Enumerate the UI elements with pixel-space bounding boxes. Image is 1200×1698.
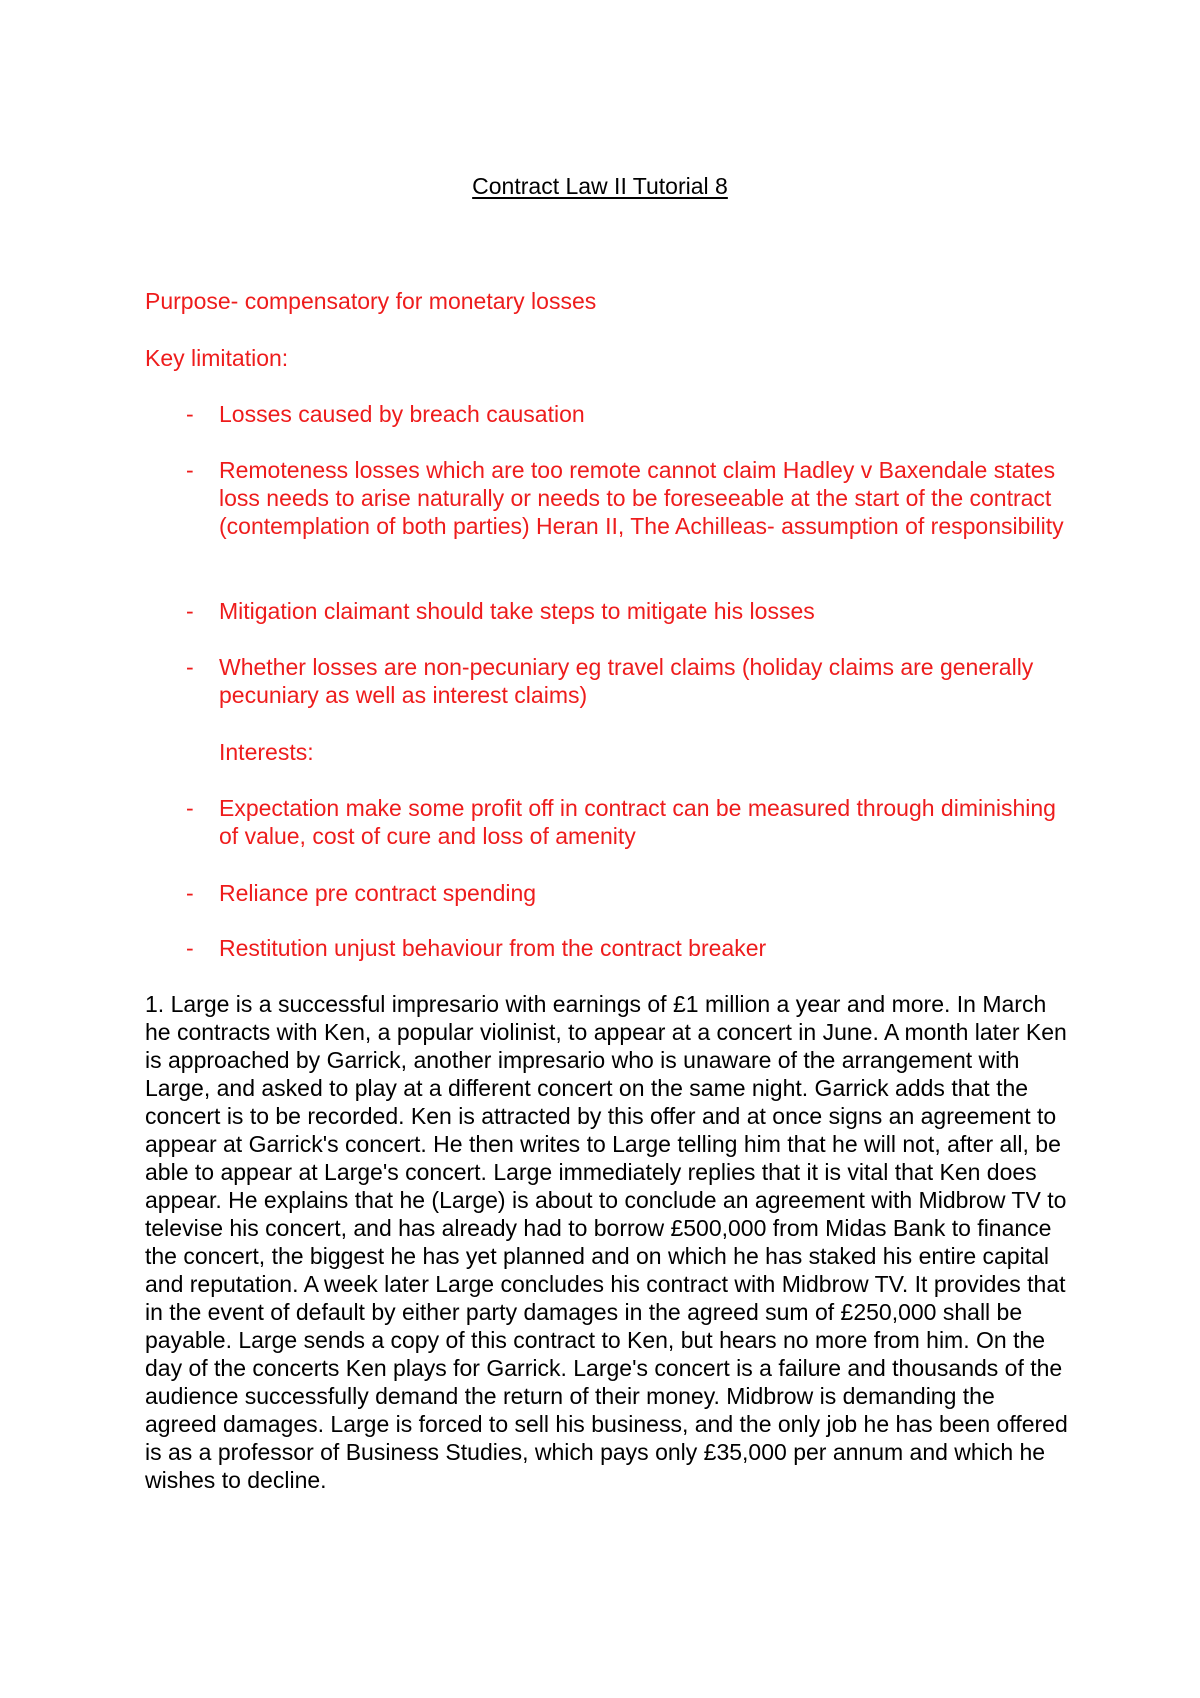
interests-heading: Interests: bbox=[219, 739, 314, 765]
bullet-dash: - bbox=[186, 598, 194, 624]
bullet-dash: - bbox=[186, 935, 194, 961]
bullet-dash: - bbox=[186, 654, 194, 680]
limitation-text: Losses caused by breach causation bbox=[219, 401, 585, 427]
limitation-text: Remoteness losses which are too remote cannot claim Hadley v Baxendale states loss needs to arise naturally or needs to be foreseeable at the start of the contract (contemplation of both parties) Heran II, The Achilleas- assumption of responsibility bbox=[219, 457, 1064, 539]
bullet-dash: - bbox=[186, 795, 194, 821]
interest-text: Restitution unjust behaviour from the contract breaker bbox=[219, 935, 767, 961]
bullet-dash: - bbox=[186, 880, 194, 906]
interest-text: Reliance pre contract spending bbox=[219, 880, 537, 906]
bullet-dash: - bbox=[186, 457, 194, 483]
question-1-paragraph: 1. Large is a successful impresario with earnings of £1 million a year and more. In March he contracts with Ken, a popular violinist, to appear at a concert in June. A month later Ken is approached by Garrick, another impresario who is unaware of the arrangement with Large, and asked to play at a different concert on the same night. Garrick adds that the concert is to be recorded. Ken is attracted by this offer and at once signs an agreement to appear at Garrick's concert. He then writes to Large telling him that he will not, after all, be able to appear at Large's concert. Large immediately replies that it is vital that Ken does appear. He explains that he (Large) is about to conclude an agreement with Midbrow TV to televise his concert, and has already had to borrow £500,000 from Midas Bank to finance the concert, the biggest he has yet planned and on which he has staked his entire capital and reputation. A week later Large concludes his contract with Midbrow TV. It provides that in the event of default by either party damages in the agreed sum of £250,000 shall be payable. Large sends a copy of this contract to Ken, but hears no more from him. On the day of the concerts Ken plays for Garrick. Large's concert is a failure and thousands of the audience successfully demand the return of their money. Midbrow is demanding the agreed damages. Large is forced to sell his business, and the only job he has been offered is as a professor of Business Studies, which pays only £35,000 per annum and which he wishes to decline. bbox=[145, 991, 1068, 1493]
purpose-line: Purpose- compensatory for monetary losses bbox=[145, 288, 597, 314]
limitation-text: Whether losses are non-pecuniary eg travel claims (holiday claims are generally pecuniary as well as interest claims) bbox=[219, 654, 1034, 708]
interest-text: Expectation make some profit off in contract can be measured through diminishing of value, cost of cure and loss of amenity bbox=[219, 795, 1056, 849]
document-title: Contract Law II Tutorial 8 bbox=[472, 173, 728, 199]
limitation-text: Mitigation claimant should take steps to mitigate his losses bbox=[219, 598, 815, 624]
key-limitation-heading: Key limitation: bbox=[145, 345, 289, 371]
bullet-dash: - bbox=[186, 401, 194, 427]
